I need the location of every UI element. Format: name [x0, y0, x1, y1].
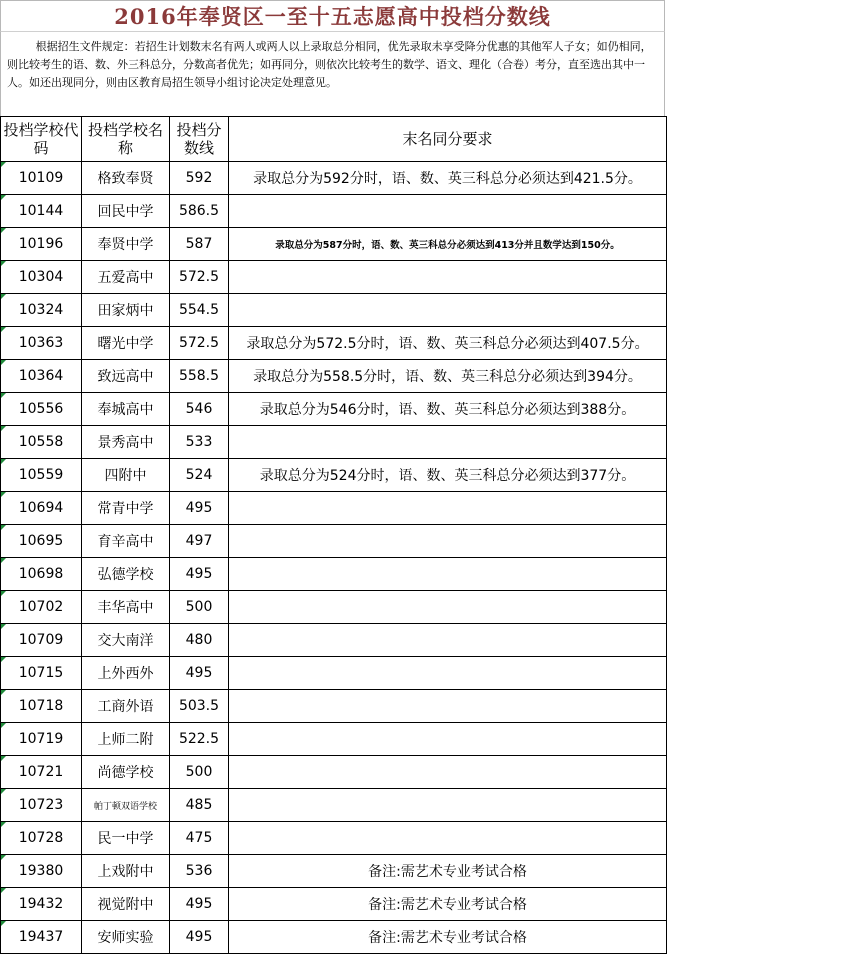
- school-name-cell[interactable]: 安师实验: [82, 921, 170, 954]
- cutoff-score-cell[interactable]: 587: [170, 228, 229, 261]
- table-row: [1, 591, 667, 624]
- table-row: [1, 393, 667, 426]
- score-table: [0, 116, 667, 954]
- cutoff-score-cell[interactable]: 586.5: [170, 195, 229, 228]
- tie-requirement-cell[interactable]: 录取总分为587分时，语、数、英三科总分必须达到413分并且数学达到150分。: [229, 228, 667, 261]
- school-code-cell[interactable]: 10144: [1, 195, 82, 228]
- table-row: [1, 492, 667, 525]
- cutoff-score-cell[interactable]: 536: [170, 855, 229, 888]
- tie-requirement-cell[interactable]: 录取总分为558.5分时，语、数、英三科总分必须达到394分。: [229, 360, 667, 393]
- table-row: [1, 690, 667, 723]
- tie-requirement-cell[interactable]: [229, 426, 667, 459]
- school-code-cell[interactable]: 10715: [1, 657, 82, 690]
- tie-requirement-cell[interactable]: [229, 657, 667, 690]
- school-code-cell[interactable]: 10694: [1, 492, 82, 525]
- school-name-cell[interactable]: 四附中: [82, 459, 170, 492]
- school-code-cell[interactable]: 10728: [1, 822, 82, 855]
- title-cell[interactable]: [0, 0, 665, 32]
- tie-requirement-cell[interactable]: [229, 294, 667, 327]
- school-code-cell[interactable]: 10304: [1, 261, 82, 294]
- cutoff-score-cell[interactable]: 546: [170, 393, 229, 426]
- tie-requirement-cell[interactable]: [229, 690, 667, 723]
- cutoff-score-cell[interactable]: 500: [170, 756, 229, 789]
- header-row: [1, 117, 667, 162]
- school-code-cell[interactable]: 10559: [1, 459, 82, 492]
- header-school-name[interactable]: 投档学校名称: [82, 117, 170, 162]
- table-row: [1, 756, 667, 789]
- tie-requirement-cell[interactable]: 录取总分为546分时，语、数、英三科总分必须达到388分。: [229, 393, 667, 426]
- school-name-cell[interactable]: 五爱高中: [82, 261, 170, 294]
- cutoff-score-cell[interactable]: 495: [170, 492, 229, 525]
- school-code-cell[interactable]: 10723: [1, 789, 82, 822]
- school-name-cell[interactable]: 常青中学: [82, 492, 170, 525]
- admission-rule-note: 根据招生文件规定：若招生计划数末名有两人或两人以上录取总分相同，优先录取未享受降分优惠的其他军人子女；如仍相同，则比较考生的语、数、外三科总分，分数高者优先；如再同分，则依次比较考生的数学、语文、理化（合卷）考分，直至选出其中一人。如还出现同分，则由区教育局招生领导小组讨论决定处理意见。: [7, 40, 652, 89]
- tie-requirement-cell[interactable]: [229, 822, 667, 855]
- table-row: [1, 624, 667, 657]
- school-name-cell[interactable]: 尚德学校: [82, 756, 170, 789]
- tie-requirement-cell[interactable]: [229, 756, 667, 789]
- school-name-cell[interactable]: 丰华高中: [82, 591, 170, 624]
- table-row: [1, 360, 667, 393]
- school-code-cell[interactable]: 19437: [1, 921, 82, 954]
- table-row: [1, 327, 667, 360]
- table-row: [1, 294, 667, 327]
- header-school-code[interactable]: 投档学校代码: [1, 117, 82, 162]
- school-code-cell[interactable]: 10721: [1, 756, 82, 789]
- school-name-cell[interactable]: 奉贤中学: [82, 228, 170, 261]
- cutoff-score-cell[interactable]: 495: [170, 888, 229, 921]
- cutoff-score-cell[interactable]: 485: [170, 789, 229, 822]
- header-tie-requirement[interactable]: 末名同分要求: [229, 117, 667, 162]
- table-row: [1, 888, 667, 921]
- school-code-cell[interactable]: 10718: [1, 690, 82, 723]
- cutoff-score-cell[interactable]: 503.5: [170, 690, 229, 723]
- cutoff-score-cell[interactable]: 497: [170, 525, 229, 558]
- cutoff-score-cell[interactable]: 522.5: [170, 723, 229, 756]
- tie-requirement-cell[interactable]: [229, 723, 667, 756]
- table-row: [1, 822, 667, 855]
- school-code-cell[interactable]: 10324: [1, 294, 82, 327]
- tie-requirement-cell[interactable]: 录取总分为572.5分时，语、数、英三科总分必须达到407.5分。: [229, 327, 667, 360]
- school-name-cell[interactable]: 弘德学校: [82, 558, 170, 591]
- sheet-title: 2016年奉贤区一至十五志愿高中投档分数线: [114, 4, 551, 29]
- school-code-cell[interactable]: 10196: [1, 228, 82, 261]
- school-code-cell[interactable]: 10698: [1, 558, 82, 591]
- school-name-cell[interactable]: 回民中学: [82, 195, 170, 228]
- tie-requirement-cell[interactable]: [229, 492, 667, 525]
- school-code-cell[interactable]: 10556: [1, 393, 82, 426]
- school-code-cell[interactable]: 10719: [1, 723, 82, 756]
- table-row: [1, 261, 667, 294]
- school-name-cell[interactable]: 致远高中: [82, 360, 170, 393]
- school-code-cell[interactable]: 10709: [1, 624, 82, 657]
- school-name-cell[interactable]: 育辛高中: [82, 525, 170, 558]
- cutoff-score-cell[interactable]: 475: [170, 822, 229, 855]
- table-row: [1, 657, 667, 690]
- cutoff-score-cell[interactable]: 524: [170, 459, 229, 492]
- school-code-cell[interactable]: 10363: [1, 327, 82, 360]
- school-code-cell[interactable]: 19432: [1, 888, 82, 921]
- tie-requirement-cell[interactable]: 备注:需艺术专业考试合格: [229, 855, 667, 888]
- school-name-cell[interactable]: 视觉附中: [82, 888, 170, 921]
- cutoff-score-cell[interactable]: 495: [170, 657, 229, 690]
- table-row: [1, 855, 667, 888]
- school-name-cell[interactable]: 曙光中学: [82, 327, 170, 360]
- school-name-cell[interactable]: 交大南洋: [82, 624, 170, 657]
- table-row: [1, 459, 667, 492]
- tie-requirement-cell[interactable]: 备注:需艺术专业考试合格: [229, 888, 667, 921]
- school-code-cell[interactable]: 10558: [1, 426, 82, 459]
- school-name-cell[interactable]: 帕丁顿双语学校: [82, 789, 170, 822]
- cutoff-score-cell[interactable]: 592: [170, 162, 229, 195]
- tie-requirement-cell[interactable]: [229, 624, 667, 657]
- school-code-cell[interactable]: 10695: [1, 525, 82, 558]
- tie-requirement-cell[interactable]: [229, 261, 667, 294]
- cutoff-score-cell[interactable]: 558.5: [170, 360, 229, 393]
- tie-requirement-cell[interactable]: [229, 195, 667, 228]
- school-name-cell[interactable]: 上外西外: [82, 657, 170, 690]
- school-name-cell[interactable]: 上师二附: [82, 723, 170, 756]
- table-row: [1, 921, 667, 954]
- tie-requirement-cell[interactable]: [229, 525, 667, 558]
- school-code-cell[interactable]: 10109: [1, 162, 82, 195]
- table-row: [1, 195, 667, 228]
- school-code-cell[interactable]: 10702: [1, 591, 82, 624]
- school-name-cell[interactable]: 奉城高中: [82, 393, 170, 426]
- tie-requirement-cell[interactable]: 录取总分为524分时，语、数、英三科总分必须达到377分。: [229, 459, 667, 492]
- table-row: [1, 723, 667, 756]
- school-name-cell[interactable]: 上戏附中: [82, 855, 170, 888]
- table-row: [1, 162, 667, 195]
- school-name-cell[interactable]: 景秀高中: [82, 426, 170, 459]
- school-name-cell[interactable]: 田家炳中: [82, 294, 170, 327]
- cutoff-score-cell[interactable]: 500: [170, 591, 229, 624]
- tie-requirement-cell[interactable]: 备注:需艺术专业考试合格: [229, 921, 667, 954]
- school-name-cell[interactable]: 格致奉贤: [82, 162, 170, 195]
- school-name-cell[interactable]: 民一中学: [82, 822, 170, 855]
- table-row: [1, 789, 667, 822]
- school-code-cell[interactable]: 10364: [1, 360, 82, 393]
- school-code-cell[interactable]: 19380: [1, 855, 82, 888]
- table-row: [1, 228, 667, 261]
- tie-requirement-cell[interactable]: 录取总分为592分时，语、数、英三科总分必须达到421.5分。: [229, 162, 667, 195]
- tie-requirement-cell[interactable]: [229, 591, 667, 624]
- cutoff-score-cell[interactable]: 533: [170, 426, 229, 459]
- table-row: [1, 525, 667, 558]
- tie-requirement-cell[interactable]: [229, 558, 667, 591]
- school-name-cell[interactable]: 工商外语: [82, 690, 170, 723]
- cutoff-score-cell[interactable]: 495: [170, 921, 229, 954]
- cutoff-score-cell[interactable]: 572.5: [170, 261, 229, 294]
- cutoff-score-cell[interactable]: 572.5: [170, 327, 229, 360]
- header-cutoff-score[interactable]: 投档分数线: [170, 117, 229, 162]
- tie-requirement-cell[interactable]: [229, 789, 667, 822]
- cutoff-score-cell[interactable]: 495: [170, 558, 229, 591]
- table-row: [1, 426, 667, 459]
- table-body: [1, 162, 667, 954]
- table-row: [1, 558, 667, 591]
- cutoff-score-cell[interactable]: 480: [170, 624, 229, 657]
- note-cell[interactable]: [0, 32, 665, 116]
- cutoff-score-cell[interactable]: 554.5: [170, 294, 229, 327]
